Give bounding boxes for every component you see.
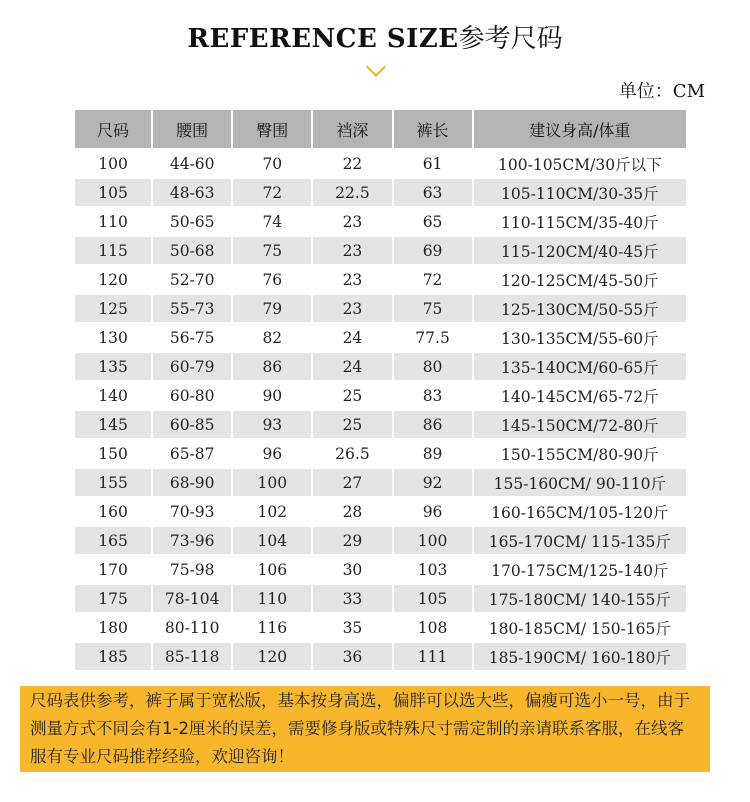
table-cell: 65-87 — [153, 440, 231, 467]
table-row — [75, 643, 686, 670]
column-header: 建议身高/体重 — [474, 110, 686, 148]
table-cell: 135-140CM/60-65斤 — [474, 353, 686, 380]
table-cell: 100 — [394, 527, 472, 554]
table-cell: 85-118 — [153, 643, 231, 670]
table-row — [75, 208, 686, 235]
table-cell: 180 — [75, 614, 151, 641]
table-cell: 140-145CM/65-72斤 — [474, 382, 686, 409]
table-cell: 33 — [313, 585, 391, 612]
column-header: 裆深 — [313, 110, 391, 148]
table-row — [75, 527, 686, 554]
table-cell: 35 — [313, 614, 391, 641]
table-cell: 180-185CM/ 150-165斤 — [474, 614, 686, 641]
table-cell: 29 — [313, 527, 391, 554]
chevron-down-icon — [366, 57, 386, 77]
table-cell: 72 — [394, 266, 472, 293]
table-cell: 110 — [233, 585, 311, 612]
table-cell: 65 — [394, 208, 472, 235]
table-cell: 104 — [233, 527, 311, 554]
table-cell: 23 — [313, 295, 391, 322]
table-cell: 175 — [75, 585, 151, 612]
size-table — [73, 108, 688, 672]
table-cell: 25 — [313, 411, 391, 438]
table-row — [75, 324, 686, 351]
table-cell: 105 — [394, 585, 472, 612]
table-cell: 26.5 — [313, 440, 391, 467]
table-cell: 77.5 — [394, 324, 472, 351]
table-row — [75, 150, 686, 177]
size-note: 尺码表供参考，裤子属于宽松版，基本按身高选，偏胖可以选大些，偏瘦可选小一号，由于测量方式不同会有1-2厘米的误差，需要修身版或特殊尺寸需定制的亲请联系客服，在线客服有专业尺码推荐经验，欢迎咨询！ — [20, 686, 710, 772]
table-row — [75, 469, 686, 496]
title-cn: 参考尺码 — [458, 24, 563, 54]
table-cell: 160 — [75, 498, 151, 525]
table-cell: 89 — [394, 440, 472, 467]
table-cell: 100 — [75, 150, 151, 177]
table-cell: 150 — [75, 440, 151, 467]
table-cell: 170-175CM/125-140斤 — [474, 556, 686, 583]
table-cell: 111 — [394, 643, 472, 670]
table-cell: 140 — [75, 382, 151, 409]
column-header: 腰围 — [153, 110, 231, 148]
table-cell: 100 — [233, 469, 311, 496]
table-cell: 145-150CM/72-80斤 — [474, 411, 686, 438]
table-cell: 79 — [233, 295, 311, 322]
table-cell: 60-79 — [153, 353, 231, 380]
table-cell: 90 — [233, 382, 311, 409]
table-row — [75, 266, 686, 293]
table-cell: 55-73 — [153, 295, 231, 322]
table-cell: 25 — [313, 382, 391, 409]
table-cell: 110-115CM/35-40斤 — [474, 208, 686, 235]
table-cell: 70 — [233, 150, 311, 177]
table-cell: 175-180CM/ 140-155斤 — [474, 585, 686, 612]
table-cell: 44-60 — [153, 150, 231, 177]
table-cell: 116 — [233, 614, 311, 641]
table-cell: 23 — [313, 266, 391, 293]
table-cell: 60-80 — [153, 382, 231, 409]
table-cell: 75-98 — [153, 556, 231, 583]
table-cell: 78-104 — [153, 585, 231, 612]
table-cell: 120 — [75, 266, 151, 293]
table-cell: 69 — [394, 237, 472, 264]
table-cell: 23 — [313, 208, 391, 235]
table-cell: 74 — [233, 208, 311, 235]
table-cell: 165 — [75, 527, 151, 554]
table-cell: 80-110 — [153, 614, 231, 641]
table-cell: 102 — [233, 498, 311, 525]
table-row — [75, 382, 686, 409]
table-body — [75, 150, 686, 670]
table-cell: 105-110CM/30-35斤 — [474, 179, 686, 206]
table-cell: 115-120CM/40-45斤 — [474, 237, 686, 264]
table-cell: 27 — [313, 469, 391, 496]
table-row — [75, 614, 686, 641]
table-cell: 125-130CM/50-55斤 — [474, 295, 686, 322]
table-cell: 75 — [394, 295, 472, 322]
table-cell: 93 — [233, 411, 311, 438]
table-cell: 68-90 — [153, 469, 231, 496]
table-cell: 106 — [233, 556, 311, 583]
table-cell: 50-68 — [153, 237, 231, 264]
table-cell: 155 — [75, 469, 151, 496]
table-cell: 36 — [313, 643, 391, 670]
table-cell: 56-75 — [153, 324, 231, 351]
title-en: REFERENCE SIZE — [187, 24, 459, 54]
table-row — [75, 411, 686, 438]
table-cell: 125 — [75, 295, 151, 322]
table-cell: 76 — [233, 266, 311, 293]
table-header-row — [75, 110, 686, 148]
table-cell: 50-65 — [153, 208, 231, 235]
table-cell: 82 — [233, 324, 311, 351]
table-cell: 23 — [313, 237, 391, 264]
table-cell: 108 — [394, 614, 472, 641]
table-cell: 96 — [233, 440, 311, 467]
unit-label: 单位：CM — [618, 81, 705, 102]
table-cell: 63 — [394, 179, 472, 206]
table-cell: 155-160CM/ 90-110斤 — [474, 469, 686, 496]
table-cell: 86 — [394, 411, 472, 438]
table-row — [75, 353, 686, 380]
table-cell: 150-155CM/80-90斤 — [474, 440, 686, 467]
table-row — [75, 498, 686, 525]
table-cell: 115 — [75, 237, 151, 264]
table-cell: 185-190CM/ 160-180斤 — [474, 643, 686, 670]
table-cell: 28 — [313, 498, 391, 525]
table-row — [75, 237, 686, 264]
page-title — [0, 22, 750, 56]
table-cell: 61 — [394, 150, 472, 177]
table-cell: 80 — [394, 353, 472, 380]
table-row — [75, 585, 686, 612]
table-cell: 92 — [394, 469, 472, 496]
table-cell: 24 — [313, 324, 391, 351]
table-cell: 110 — [75, 208, 151, 235]
table-cell: 30 — [313, 556, 391, 583]
table-cell: 145 — [75, 411, 151, 438]
column-header: 裤长 — [394, 110, 472, 148]
table-cell: 72 — [233, 179, 311, 206]
table-cell: 130 — [75, 324, 151, 351]
column-header: 尺码 — [75, 110, 151, 148]
table-cell: 22 — [313, 150, 391, 177]
table-cell: 100-105CM/30斤以下 — [474, 150, 686, 177]
table-cell: 52-70 — [153, 266, 231, 293]
table-cell: 160-165CM/105-120斤 — [474, 498, 686, 525]
table-cell: 103 — [394, 556, 472, 583]
table-cell: 24 — [313, 353, 391, 380]
table-cell: 73-96 — [153, 527, 231, 554]
table-cell: 70-93 — [153, 498, 231, 525]
table-cell: 120-125CM/45-50斤 — [474, 266, 686, 293]
table-cell: 165-170CM/ 115-135斤 — [474, 527, 686, 554]
table-cell: 22.5 — [313, 179, 391, 206]
table-cell: 170 — [75, 556, 151, 583]
table-row — [75, 440, 686, 467]
table-cell: 86 — [233, 353, 311, 380]
table-cell: 105 — [75, 179, 151, 206]
table-cell: 185 — [75, 643, 151, 670]
table-row — [75, 556, 686, 583]
table-cell: 96 — [394, 498, 472, 525]
table-cell: 130-135CM/55-60斤 — [474, 324, 686, 351]
table-cell: 48-63 — [153, 179, 231, 206]
table-row — [75, 295, 686, 322]
table-cell: 75 — [233, 237, 311, 264]
table-cell: 60-85 — [153, 411, 231, 438]
column-header: 臀围 — [233, 110, 311, 148]
table-cell: 120 — [233, 643, 311, 670]
table-cell: 135 — [75, 353, 151, 380]
table-cell: 83 — [394, 382, 472, 409]
table-row — [75, 179, 686, 206]
